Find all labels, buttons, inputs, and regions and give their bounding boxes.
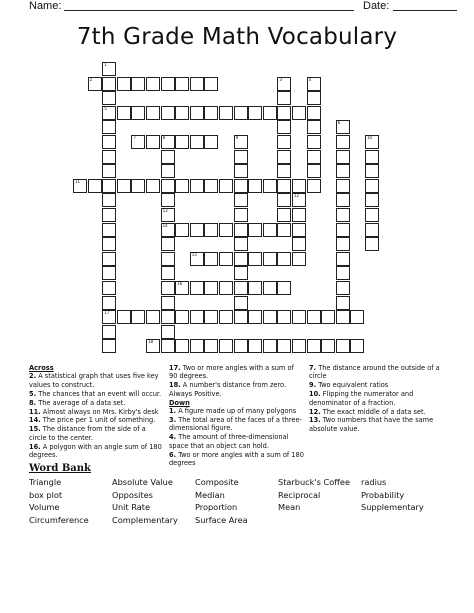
crossword-cell[interactable] [321, 310, 335, 324]
across-heading: Across [29, 364, 54, 372]
word-bank-item: Volume [29, 502, 60, 513]
crossword-cell[interactable] [263, 281, 277, 295]
clue-item [29, 372, 164, 389]
crossword-cell[interactable] [204, 339, 218, 353]
crossword-cell[interactable] [161, 208, 175, 222]
crossword-cell[interactable] [365, 208, 379, 222]
crossword-cell[interactable] [175, 223, 189, 237]
clue-num: 14. [29, 416, 41, 425]
clue-num: 6. [169, 450, 177, 459]
crossword-cell[interactable] [88, 179, 102, 193]
crossword-cell[interactable] [204, 106, 218, 120]
clue-num: 9. [309, 381, 317, 390]
word-bank-item: box plot [29, 489, 63, 500]
clue-number: 3 [279, 76, 282, 82]
clue-text: A number's distance from zero. Always Positive. [169, 381, 287, 398]
clue-num: 3. [169, 415, 177, 424]
crossword-cell[interactable] [277, 120, 291, 134]
clue-text: The amount of three-dimensional space that an object can hold. [169, 433, 289, 450]
crossword-cell[interactable] [365, 223, 379, 237]
crossword-cell[interactable] [234, 237, 248, 251]
word-bank-column [195, 476, 248, 526]
clue-num: 15. [29, 425, 41, 434]
crossword-cell[interactable] [146, 135, 160, 149]
clue-num: 2. [29, 372, 37, 381]
crossword-cell[interactable] [88, 77, 102, 91]
word-bank-title: Word Bank [29, 463, 91, 474]
crossword-cell[interactable] [204, 281, 218, 295]
crossword-cell[interactable] [292, 106, 306, 120]
crossword-cell[interactable] [307, 77, 321, 91]
word-bank-item: Mean [278, 502, 301, 513]
clue-item [29, 416, 164, 424]
crossword-cell[interactable] [190, 135, 204, 149]
crossword-cell[interactable] [161, 164, 175, 178]
clue-num: 18. [169, 381, 181, 390]
crossword-cell[interactable] [292, 237, 306, 251]
crossword-cell[interactable] [277, 208, 291, 222]
crossword-cell[interactable] [175, 135, 189, 149]
crossword-cell[interactable] [307, 179, 321, 193]
crossword-cell[interactable] [161, 193, 175, 207]
crossword-cell[interactable] [161, 310, 175, 324]
crossword-cell[interactable] [248, 339, 262, 353]
crossword-cell[interactable] [263, 252, 277, 266]
crossword-cell[interactable] [336, 266, 350, 280]
crossword-cell[interactable] [102, 310, 116, 324]
clue-number: 17 [104, 310, 110, 316]
crossword-cell[interactable] [277, 164, 291, 178]
crossword-cell[interactable] [248, 106, 262, 120]
crossword-cell[interactable] [336, 193, 350, 207]
clue-item [169, 407, 304, 415]
word-bank-item: Absolute Value [112, 477, 173, 487]
crossword-cell[interactable] [102, 179, 116, 193]
crossword-cell[interactable] [277, 135, 291, 149]
crossword-cell[interactable] [234, 266, 248, 280]
clue-number: 7 [133, 135, 136, 140]
crossword-cell[interactable] [248, 310, 262, 324]
crossword-cell[interactable] [234, 310, 248, 324]
crossword-cell[interactable] [102, 135, 116, 149]
crossword-cell[interactable] [175, 339, 189, 353]
crossword-cell[interactable] [102, 237, 116, 251]
clue-item [29, 443, 164, 460]
clue-number: 11 [75, 178, 81, 184]
crossword-cell[interactable] [350, 339, 364, 353]
crossword-cell[interactable] [204, 179, 218, 193]
crossword-cell[interactable] [146, 77, 160, 91]
crossword-cell[interactable] [102, 281, 116, 295]
crossword-cell[interactable] [307, 310, 321, 324]
clue-number: 5 [104, 105, 107, 111]
crossword-cell[interactable] [219, 281, 233, 295]
crossword-cell[interactable] [219, 223, 233, 237]
crossword-cell[interactable] [102, 193, 116, 207]
clue-text: The total area of the faces of a three-dimensional figure. [169, 415, 302, 433]
crossword-cell[interactable] [117, 106, 131, 120]
crossword-cell[interactable] [277, 310, 291, 324]
clue-number: 12 [294, 193, 300, 199]
crossword-cell[interactable] [161, 266, 175, 280]
crossword-cell[interactable] [146, 310, 160, 324]
crossword-cell[interactable] [117, 310, 131, 324]
crossword-cell[interactable] [190, 310, 204, 324]
crossword-cell[interactable] [336, 223, 350, 237]
word-bank-item: Circumference [29, 514, 89, 525]
crossword-cell[interactable] [307, 91, 321, 105]
crossword-cell[interactable] [263, 179, 277, 193]
word-bank-item: Opposites [112, 489, 153, 500]
crossword-cell[interactable] [161, 237, 175, 251]
crossword-cell[interactable] [190, 339, 204, 353]
crossword-cell[interactable] [248, 223, 262, 237]
clue-text: Almost always on Mrs. Kirby's desk [42, 407, 159, 416]
crossword-cell[interactable] [292, 252, 306, 266]
clue-text: Flipping the numerator and denominator of a fraction. [309, 390, 414, 407]
word-bank-item: Complementary [112, 514, 178, 525]
crossword-cell[interactable] [234, 223, 248, 237]
crossword-cell[interactable] [161, 296, 175, 310]
crossword-cell[interactable] [234, 281, 248, 295]
crossword-cell[interactable] [204, 223, 218, 237]
clue-item [309, 364, 444, 381]
crossword-cell[interactable] [73, 179, 87, 193]
crossword-cell[interactable] [350, 310, 364, 324]
clues-column-3 [309, 364, 444, 434]
clue-item [309, 390, 444, 407]
crossword-cell[interactable] [146, 106, 160, 120]
crossword-cell[interactable] [102, 91, 116, 105]
crossword-cell[interactable] [117, 77, 131, 91]
crossword-cell[interactable] [336, 339, 350, 353]
crossword-cell[interactable] [102, 252, 116, 266]
crossword-cell[interactable] [277, 281, 291, 295]
crossword-cell[interactable] [336, 179, 350, 193]
word-bank-item: Proportion [195, 502, 238, 513]
crossword-cell[interactable] [146, 339, 160, 353]
clue-text: Two or more angles with a sum of 90 degrees. [169, 364, 294, 381]
crossword-cell[interactable] [175, 179, 189, 193]
crossword-cell[interactable] [277, 150, 291, 164]
crossword-cell[interactable] [292, 208, 306, 222]
crossword-cell[interactable] [161, 325, 175, 339]
word-bank-item: Reciprocal [278, 489, 321, 500]
clue-item [309, 408, 444, 416]
word-bank-column [361, 476, 424, 514]
crossword-cell[interactable] [190, 252, 204, 266]
crossword-cell[interactable] [102, 208, 116, 222]
crossword-cell[interactable] [219, 179, 233, 193]
crossword-cell[interactable] [161, 77, 175, 91]
clue-text: The average of a data set. [38, 398, 126, 407]
crossword-cell[interactable] [131, 310, 145, 324]
word-bank-item: Unit Rate [112, 502, 151, 513]
clue-number: 13 [162, 208, 168, 213]
crossword-cell[interactable] [307, 106, 321, 120]
clue-text: The price per 1 unit of something. [42, 416, 156, 425]
crossword-cell[interactable] [161, 252, 175, 266]
crossword-cell[interactable] [277, 91, 291, 105]
crossword-cell[interactable] [234, 208, 248, 222]
clue-item [309, 416, 444, 433]
crossword-cell[interactable] [263, 310, 277, 324]
crossword-cell[interactable] [248, 252, 262, 266]
crossword-cell[interactable] [365, 179, 379, 193]
crossword-cell[interactable] [175, 77, 189, 91]
crossword-cell[interactable] [234, 106, 248, 120]
crossword-cell[interactable] [365, 164, 379, 178]
crossword-cell[interactable] [277, 106, 291, 120]
word-bank-item: Composite [195, 477, 239, 487]
clue-item [169, 416, 304, 433]
clue-number: 15 [191, 251, 197, 257]
crossword-cell[interactable] [234, 164, 248, 178]
crossword-cell[interactable] [292, 339, 306, 353]
crossword-cell[interactable] [161, 179, 175, 193]
crossword-cell[interactable] [234, 179, 248, 193]
crossword-cell[interactable] [102, 296, 116, 310]
crossword-cell[interactable] [219, 252, 233, 266]
crossword-cell[interactable] [190, 77, 204, 91]
crossword-cell[interactable] [336, 120, 350, 134]
crossword-cell[interactable] [336, 310, 350, 324]
clue-number: 18 [148, 339, 154, 345]
clue-num: 7. [309, 364, 317, 372]
crossword-cell[interactable] [175, 310, 189, 324]
crossword-cell[interactable] [292, 223, 306, 237]
crossword-cell[interactable] [292, 193, 306, 207]
clue-text: The distance from the side of a circle to the center. [29, 425, 146, 442]
crossword-cell[interactable] [307, 339, 321, 353]
clue-item [309, 381, 444, 389]
crossword-cell[interactable] [102, 150, 116, 164]
crossword-cell[interactable] [277, 252, 291, 266]
clues-column-1 [29, 364, 164, 460]
crossword-cell[interactable] [336, 164, 350, 178]
clue-text: The distance around the outside of a circle [309, 364, 440, 381]
crossword-cell[interactable] [161, 150, 175, 164]
crossword-cell[interactable] [365, 150, 379, 164]
clue-num: 17. [169, 364, 181, 372]
word-bank-item: Triangle [29, 477, 62, 487]
crossword-cell[interactable] [219, 310, 233, 324]
crossword-cell[interactable] [277, 77, 291, 91]
crossword-cell[interactable] [365, 237, 379, 251]
clue-number: 8 [162, 135, 166, 140]
crossword-cell[interactable] [307, 150, 321, 164]
clue-num: 11. [29, 407, 41, 416]
clue-text: Two or more angles with a sum of 180 degrees [169, 450, 304, 467]
down-heading: Down [169, 398, 190, 407]
clue-item [169, 433, 304, 450]
clue-item [29, 399, 164, 407]
crossword-cell[interactable] [365, 135, 379, 149]
crossword-cell[interactable] [175, 106, 189, 120]
crossword-cell[interactable] [190, 106, 204, 120]
clue-text: A figure made up of many polygons [178, 407, 297, 416]
clue-number: 1 [104, 62, 107, 67]
crossword-cell[interactable] [307, 135, 321, 149]
crossword-cell[interactable] [204, 77, 218, 91]
crossword-cell[interactable] [234, 135, 248, 149]
clue-number: 16 [177, 281, 183, 286]
crossword-cell[interactable] [365, 193, 379, 207]
clue-item [29, 408, 164, 416]
crossword-cell[interactable] [336, 296, 350, 310]
crossword-cell[interactable] [161, 106, 175, 120]
crossword-cell[interactable] [102, 339, 116, 353]
crossword-cell[interactable] [204, 135, 218, 149]
crossword-cell[interactable] [131, 179, 145, 193]
crossword-cell[interactable] [131, 106, 145, 120]
clue-item [169, 381, 304, 398]
crossword-cell[interactable] [161, 281, 175, 295]
page-title: 7th Grade Math Vocabulary [76, 24, 398, 50]
crossword-cell[interactable] [102, 325, 116, 339]
crossword-cell[interactable] [204, 310, 218, 324]
crossword-cell[interactable] [307, 120, 321, 134]
clue-text: The exact middle of a data set. [322, 407, 426, 416]
crossword-cell[interactable] [117, 179, 131, 193]
word-bank-item: Starbuck's Coffee [278, 477, 350, 487]
crossword-cell[interactable] [175, 281, 189, 295]
word-bank-column [29, 476, 89, 526]
clue-number: 2 [89, 76, 93, 82]
word-bank-item: Surface Area [195, 514, 248, 525]
word-bank-item: Median [195, 489, 225, 500]
crossword-cell[interactable] [204, 252, 218, 266]
clue-item [169, 364, 304, 381]
clue-number: 9 [235, 135, 239, 140]
clue-text: The chances that an event will occur. [38, 389, 162, 398]
word-bank-column [112, 476, 178, 526]
crossword-cell[interactable] [102, 120, 116, 134]
clue-num: 13. [309, 416, 321, 425]
crossword-cell[interactable] [102, 62, 116, 76]
crossword-cell[interactable] [336, 135, 350, 149]
crossword-cell[interactable] [292, 179, 306, 193]
crossword-cell[interactable] [263, 223, 277, 237]
clue-number: 14 [162, 222, 168, 228]
crossword-cell[interactable] [277, 193, 291, 207]
crossword-cell[interactable] [190, 179, 204, 193]
name-label: Name: [29, 0, 62, 12]
clue-item [29, 425, 164, 442]
word-bank-column [278, 476, 350, 514]
crossword-cell[interactable] [248, 281, 262, 295]
crossword-cell[interactable] [234, 150, 248, 164]
crossword-cell[interactable] [146, 179, 160, 193]
clue-text: A statistical graph that uses five key values to construct. [29, 372, 159, 389]
crossword-cell[interactable] [277, 223, 291, 237]
clue-num: 4. [169, 433, 177, 442]
crossword-cell[interactable] [234, 193, 248, 207]
crossword-cell[interactable] [336, 281, 350, 295]
clue-number: 10 [367, 135, 373, 140]
crossword-cell[interactable] [336, 150, 350, 164]
clue-text: A polygon with an angle sum of 180 degrees. [29, 442, 162, 460]
crossword-cell[interactable] [336, 237, 350, 251]
word-bank-item: radius [361, 477, 387, 487]
crossword-cell[interactable] [131, 77, 145, 91]
crossword-cell[interactable] [292, 310, 306, 324]
crossword-cell[interactable] [131, 135, 145, 149]
clue-text: Two numbers that have the same absolute value. [309, 416, 434, 433]
crossword-cell[interactable] [102, 106, 116, 120]
crossword-cell[interactable] [161, 223, 175, 237]
crossword-cell[interactable] [263, 106, 277, 120]
crossword-cell[interactable] [102, 164, 116, 178]
date-label: Date: [363, 0, 390, 12]
crossword-cell[interactable] [102, 223, 116, 237]
clue-num: 5. [29, 389, 37, 398]
clue-num: 12. [309, 407, 321, 416]
clue-num: 8. [29, 398, 37, 407]
clue-item [169, 451, 304, 468]
crossword-cell[interactable] [336, 208, 350, 222]
crossword-cell[interactable] [102, 266, 116, 280]
clue-num: 10. [309, 390, 321, 399]
crossword-cell[interactable] [277, 339, 291, 353]
crossword-cell[interactable] [234, 252, 248, 266]
crossword-cell[interactable] [219, 106, 233, 120]
crossword-cell[interactable] [234, 339, 248, 353]
clue-num: 1. [169, 407, 177, 416]
clue-item [29, 390, 164, 398]
crossword-cell[interactable] [161, 339, 175, 353]
clues-column-2 [169, 364, 304, 468]
clue-number: 6 [337, 120, 341, 126]
crossword-cell[interactable] [336, 252, 350, 266]
crossword-cell[interactable] [190, 223, 204, 237]
crossword-cell[interactable] [307, 164, 321, 178]
word-bank-item: Supplementary [361, 502, 424, 513]
crossword-cell[interactable] [234, 296, 248, 310]
crossword-cell[interactable] [161, 135, 175, 149]
crossword-cell[interactable] [263, 339, 277, 353]
crossword-cell[interactable] [190, 281, 204, 295]
clue-number: 4 [308, 76, 312, 82]
crossword-cell[interactable] [219, 339, 233, 353]
clue-num: 16. [29, 442, 41, 451]
crossword-cell[interactable] [248, 179, 262, 193]
crossword-cell[interactable] [321, 339, 335, 353]
word-bank-item: Probability [361, 489, 405, 500]
crossword-cell[interactable] [277, 179, 291, 193]
crossword-cell[interactable] [102, 77, 116, 91]
clue-text: Two equivalent ratios [318, 381, 389, 390]
